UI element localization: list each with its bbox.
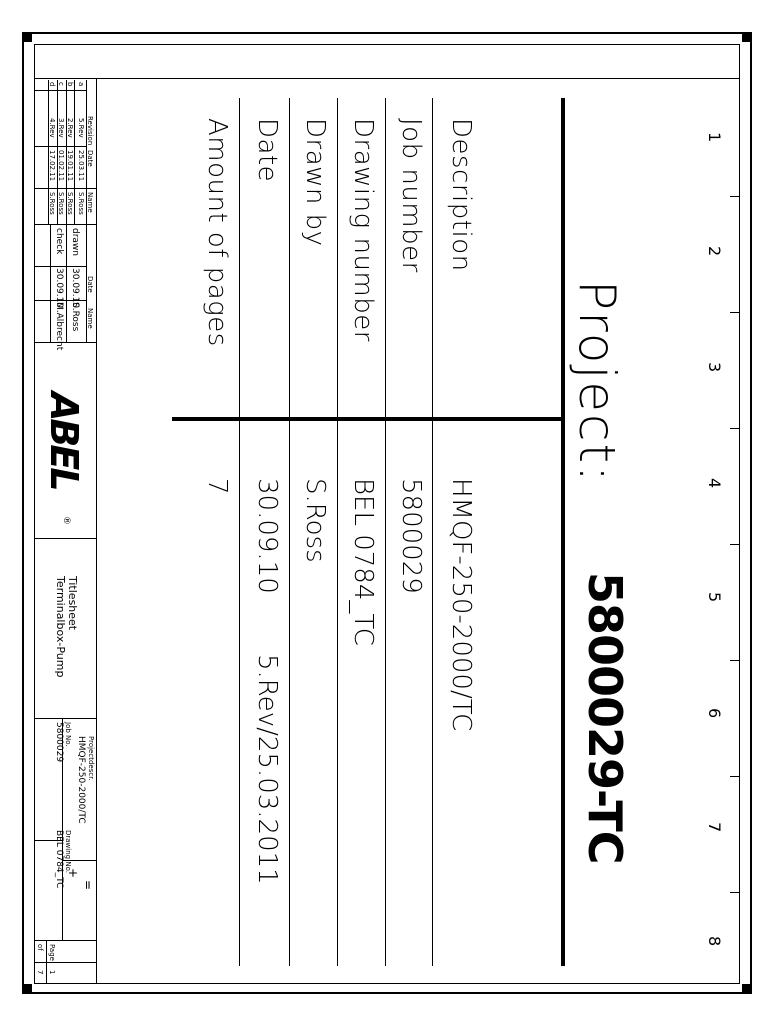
field-value-description: HMQF-250-2000/TC	[446, 478, 476, 732]
of-value: 7	[36, 970, 44, 975]
revision-grid-line	[34, 90, 86, 91]
heavy-rule-horizontal	[172, 417, 562, 421]
sheet-title-line1: Titlesheet	[66, 576, 79, 631]
field-separator	[432, 98, 433, 966]
job-no-value: 5800029	[54, 722, 64, 763]
zone-number: 8	[705, 936, 724, 947]
approval-name: M.Albrecht	[54, 302, 64, 351]
zone-number: 2	[705, 246, 724, 257]
revision-grid-line	[34, 188, 96, 189]
revision-header: Revision	[86, 116, 94, 146]
field-value-job-number: 5800029	[396, 478, 426, 594]
drawing-no-label: Drawing No.	[64, 830, 72, 873]
page-block-divider	[46, 940, 47, 984]
field-label-amount-of-pages: Amount of pages	[202, 118, 232, 347]
project-descr-value: HMQF-250-2000/TC	[76, 736, 86, 824]
field-value-date: 30.09.10	[252, 478, 282, 594]
approval-grid-line	[66, 224, 67, 342]
top-band-line	[34, 78, 740, 79]
field-label-description: Description	[446, 118, 476, 272]
revision-header: Date	[86, 150, 94, 167]
approval-role: check	[54, 228, 64, 255]
revision-header: Name	[86, 192, 94, 213]
page-label: Page	[48, 944, 56, 961]
page-block-divider	[34, 962, 96, 963]
zone-number: 6	[705, 708, 724, 719]
drawing-no-value: BEL 0784_TC	[54, 830, 64, 889]
corner-mark	[742, 984, 752, 994]
revision-grid-line	[74, 80, 75, 224]
revision-letter: d	[48, 82, 56, 87]
revision-author: S.Ross	[66, 192, 74, 215]
field-value-revision-date: 5.Rev/25.03.2011	[252, 654, 282, 885]
heavy-rule-vertical	[561, 98, 565, 966]
of-label: of	[36, 944, 44, 951]
approval-header: Date	[86, 276, 94, 293]
zone-number: 5	[705, 592, 724, 603]
field-separator	[385, 98, 386, 966]
corner-mark	[742, 32, 752, 42]
field-label-drawing-number: Drawing number	[348, 118, 378, 342]
zone-tick	[730, 660, 740, 661]
revision-name: 4.Rev	[48, 118, 56, 138]
project-descr-label: Projectdescr.	[87, 736, 95, 781]
approval-date: 30.09.10	[70, 268, 80, 309]
field-label-job-number: Job number	[396, 118, 426, 273]
revision-date: 25.03.11	[77, 150, 85, 182]
revision-date: 17.02.11	[48, 150, 56, 182]
zone-tick	[730, 544, 740, 545]
corner-mark	[22, 984, 32, 994]
revision-date: 01.02.11	[57, 150, 65, 182]
plus-mark: +	[66, 868, 80, 879]
field-value-drawing-number: BEL 0784_TC	[348, 478, 378, 646]
title-block-divider	[34, 940, 96, 941]
project-heading: Project:	[568, 280, 626, 484]
zone-tick	[730, 312, 740, 313]
zone-number: 1	[705, 132, 724, 143]
approval-grid-line	[50, 224, 51, 342]
approval-grid-line	[34, 266, 86, 267]
field-separator	[337, 98, 338, 966]
revision-letter: b	[66, 82, 74, 87]
revision-author: S.Ross	[77, 192, 85, 215]
zone-tick	[730, 892, 740, 893]
drawing-frame	[34, 44, 740, 984]
field-separator	[289, 98, 290, 966]
field-value-amount-of-pages: 7	[202, 478, 232, 495]
revision-letter: a	[77, 82, 85, 87]
title-block-divider	[34, 342, 96, 343]
zone-number: 3	[705, 362, 724, 373]
approval-role: drawn	[70, 228, 80, 256]
revision-grid-line	[34, 146, 86, 147]
revision-name: 2.Rev	[66, 118, 74, 138]
registered-mark: ®	[61, 516, 71, 525]
corner-mark	[22, 32, 32, 42]
page-value: 1	[48, 970, 56, 975]
approval-date: 30.09.10	[54, 268, 64, 309]
field-separator	[239, 98, 240, 966]
field-value-drawn-by: S.Ross	[300, 478, 330, 563]
title-block-divider	[34, 538, 96, 539]
sheet-title-line2: Terminalbox-Pump	[54, 576, 67, 678]
revision-name: 3.Rev	[57, 118, 65, 138]
zone-number: 4	[705, 478, 724, 489]
revision-name: 5.Rev	[77, 118, 85, 138]
field-label-drawn-by: Drawn by	[300, 118, 330, 247]
zone-tick	[730, 196, 740, 197]
zone-number: 7	[705, 822, 724, 833]
revision-letter: c	[57, 82, 65, 86]
title-block-divider	[34, 718, 96, 719]
zone-tick	[730, 428, 740, 429]
field-label-date: Date	[252, 118, 282, 183]
project-number: 5800029-TC	[578, 572, 632, 864]
company-logo: ABEL	[42, 392, 86, 489]
zone-tick	[730, 776, 740, 777]
revision-author: S.Ross	[57, 192, 65, 215]
equals-mark: =	[81, 880, 95, 891]
revision-date: 19.01.11	[66, 150, 74, 182]
approval-header: Name	[86, 308, 94, 329]
job-no-label: Job No.	[64, 722, 72, 747]
revision-author: S.Ross	[48, 192, 56, 215]
approval-name: S.Ross	[70, 302, 80, 332]
title-block-edge	[96, 78, 97, 984]
